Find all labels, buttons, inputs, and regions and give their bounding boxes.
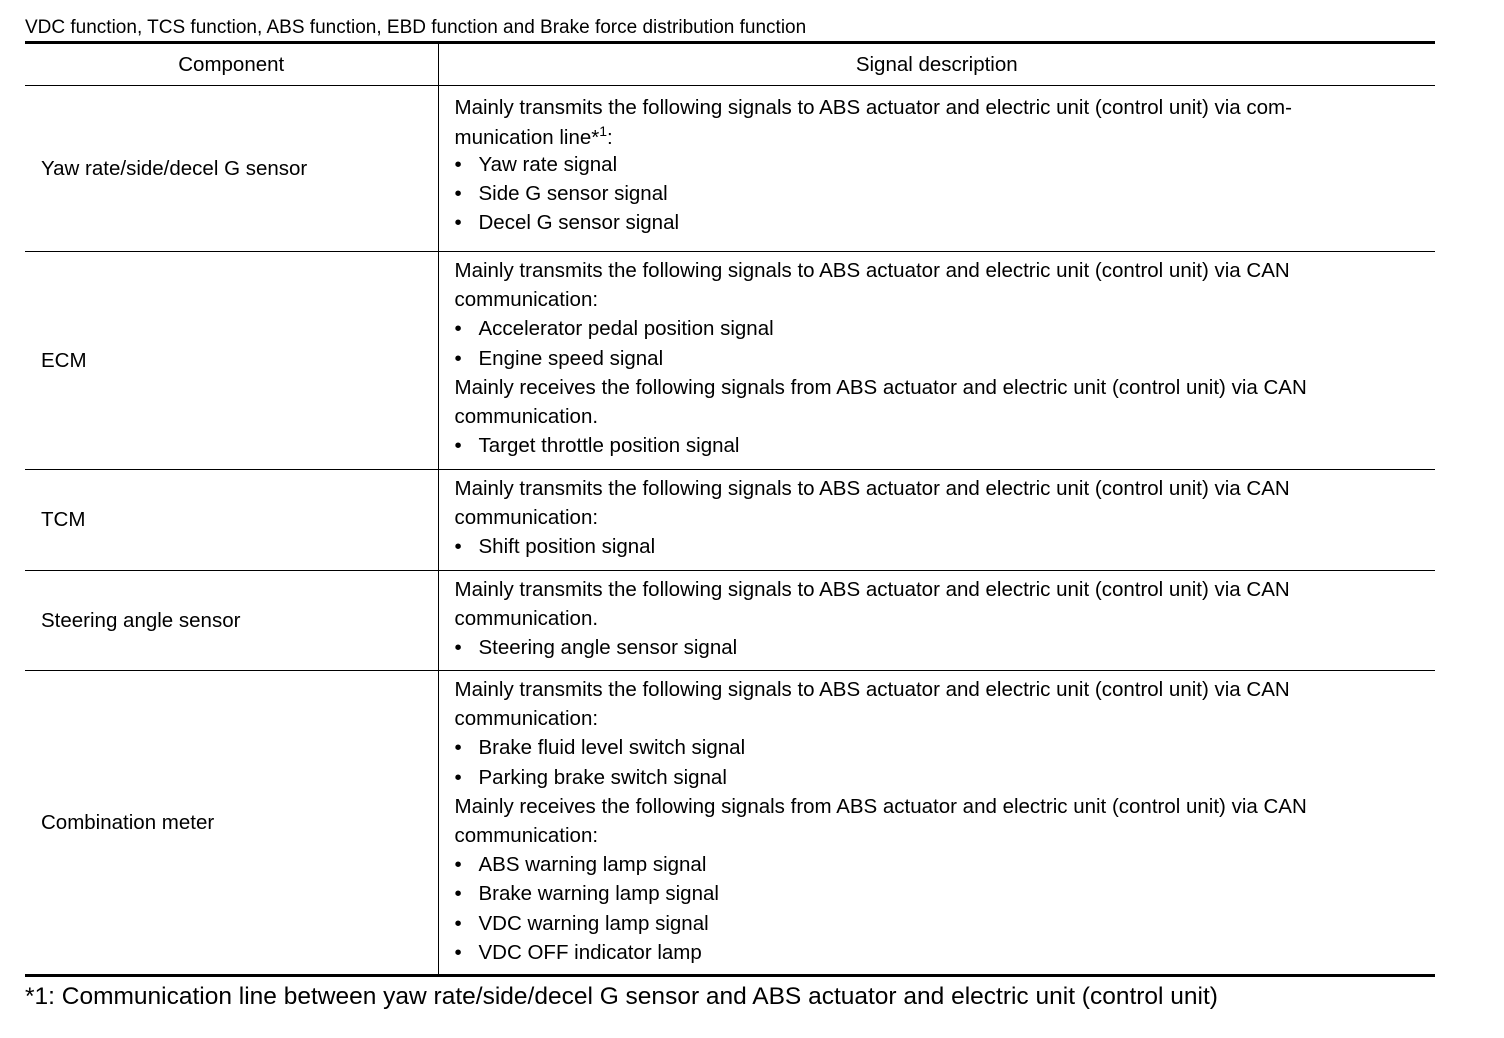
- list-item: [455, 879, 1428, 908]
- signal-name: Target throttle position signal: [478, 434, 740, 458]
- signal-name: Brake fluid level switch signal: [478, 736, 746, 760]
- description-text: munication line*: [454, 126, 600, 149]
- bullet-icon: •: [454, 535, 462, 559]
- list-item: [455, 179, 1428, 208]
- signal-description-cell: [438, 86, 1435, 252]
- signal-description-cell: [438, 470, 1435, 571]
- description-line: Mainly transmits the following signals to ABS actuator and electric unit (control unit) via CAN: [454, 477, 1290, 500]
- list-item: [455, 208, 1428, 237]
- table-header-row: [25, 43, 1435, 86]
- description-line: Mainly transmits the following signals to ABS actuator and electric unit (control unit) via CAN: [454, 259, 1290, 282]
- table-row: [25, 671, 1435, 976]
- component-cell: ECM: [25, 252, 438, 470]
- bullet-icon: •: [454, 765, 462, 789]
- signal-name: Side G sensor signal: [478, 182, 668, 206]
- bullet-icon: •: [454, 940, 462, 964]
- bullet-icon: •: [454, 182, 462, 206]
- table-caption: VDC function, TCS function, ABS function, EBD function and Brake force distribution function: [25, 17, 807, 38]
- list-item: [455, 909, 1428, 938]
- description-line: Mainly transmits the following signals to ABS actuator and electric unit (control unit) via CAN: [454, 678, 1290, 701]
- description-line: communication:: [454, 824, 599, 848]
- list-item: [455, 633, 1428, 662]
- footnote-ref: 1: [599, 123, 608, 139]
- description-line: communication:: [454, 506, 599, 530]
- header-signal-description: Signal description: [855, 52, 1018, 76]
- description-line: Mainly transmits the following signals to ABS actuator and electric unit (control unit) via com-: [454, 96, 1292, 119]
- list-item: [455, 314, 1428, 343]
- signal-name: Steering angle sensor signal: [478, 636, 738, 660]
- component-cell: Steering angle sensor: [25, 571, 438, 671]
- bullet-icon: •: [454, 346, 462, 370]
- signal-description-cell: [438, 571, 1435, 671]
- description-line: communication.: [454, 607, 599, 631]
- signal-name: Shift position signal: [478, 535, 656, 559]
- description-line: communication:: [454, 288, 599, 312]
- signal-name: Decel G sensor signal: [478, 211, 680, 235]
- signal-name: Yaw rate signal: [478, 153, 618, 176]
- description-line: Mainly receives the following signals from ABS actuator and electric unit (control unit) via CAN: [454, 794, 1307, 818]
- bullet-icon: •: [454, 317, 462, 341]
- bullet-icon: •: [454, 853, 462, 877]
- signal-description-cell: [438, 671, 1435, 976]
- signal-name: VDC OFF indicator lamp: [478, 940, 702, 964]
- bullet-icon: •: [454, 911, 462, 935]
- component-cell: Yaw rate/side/decel G sensor: [25, 86, 438, 252]
- table-row: [25, 571, 1435, 671]
- signal-table: [25, 41, 1435, 977]
- bullet-icon: •: [454, 636, 462, 660]
- list-item: [455, 150, 1428, 179]
- bullet-icon: •: [454, 434, 462, 458]
- signal-name: Brake warning lamp signal: [478, 882, 719, 906]
- list-item: [455, 431, 1428, 460]
- component-cell: TCM: [25, 470, 438, 571]
- footnote: *1: Communication line between yaw rate/side/decel G sensor and ABS actuator and electric unit (control unit): [25, 983, 1218, 1010]
- table-row: [25, 470, 1435, 571]
- list-item: [455, 850, 1428, 879]
- list-item: [455, 938, 1428, 967]
- description-line: [454, 123, 1428, 150]
- signal-name: Parking brake switch signal: [478, 765, 727, 789]
- signal-description-cell: [438, 252, 1435, 470]
- list-item: [455, 763, 1428, 792]
- component-cell: Combination meter: [25, 671, 438, 976]
- signal-name: ABS warning lamp signal: [478, 853, 707, 877]
- bullet-icon: •: [454, 211, 462, 235]
- description-line: communication.: [454, 405, 599, 429]
- list-item: [455, 532, 1428, 561]
- table-row: [25, 252, 1435, 470]
- description-line: Mainly receives the following signals from ABS actuator and electric unit (control unit) via CAN: [454, 375, 1307, 399]
- signal-name: VDC warning lamp signal: [478, 911, 709, 935]
- header-component: Component: [25, 43, 438, 86]
- table-row: [25, 86, 1435, 252]
- bullet-icon: •: [454, 736, 462, 760]
- signal-name: Engine speed signal: [478, 346, 664, 370]
- signal-name: Accelerator pedal position signal: [478, 317, 774, 341]
- list-item: [455, 344, 1428, 373]
- description-text: :: [607, 126, 613, 149]
- bullet-icon: •: [454, 882, 462, 906]
- list-item: [455, 733, 1428, 762]
- bullet-icon: •: [454, 153, 462, 176]
- description-line: communication:: [454, 707, 599, 731]
- description-line: Mainly transmits the following signals to ABS actuator and electric unit (control unit) via CAN: [454, 578, 1290, 601]
